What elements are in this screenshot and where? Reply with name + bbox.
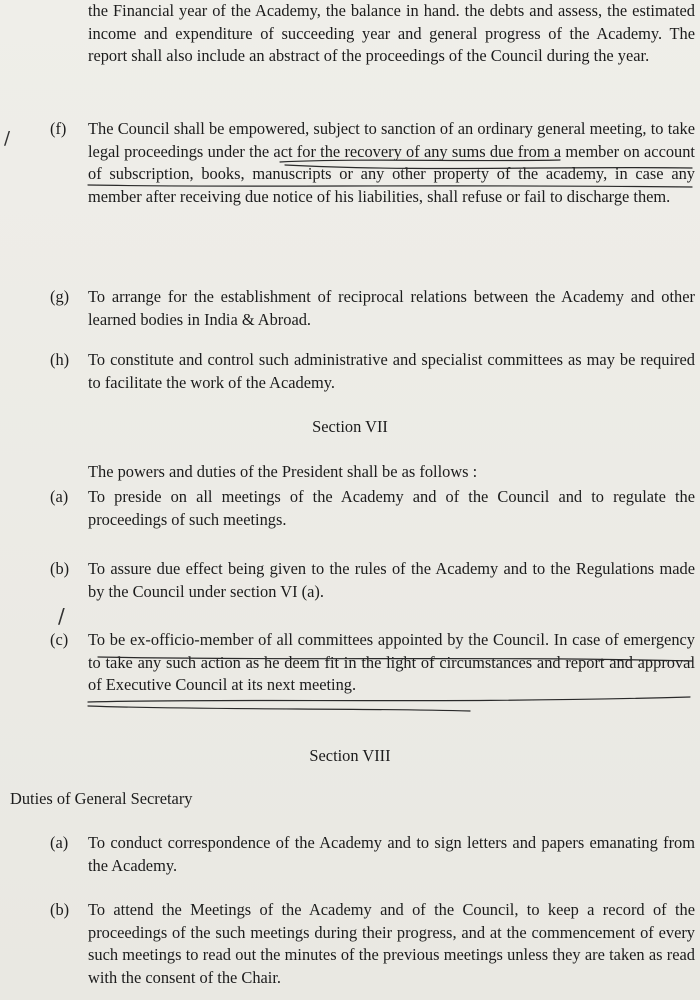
section-7-intro: The powers and duties of the President shall be as follows :	[88, 462, 478, 481]
s7-item-text-b: To assure due effect being given to the rules of the Academy and to the Regulations made by the Council under section VI (a).	[88, 559, 695, 601]
item-label-g: (g)	[50, 287, 70, 306]
s7-item-label-a: (a)	[50, 487, 69, 506]
item-label-f: (f)	[50, 119, 67, 138]
section-7-heading: Section VII	[312, 417, 388, 436]
section-8-intro: Duties of General Secretary	[10, 789, 193, 808]
s8-item-text-b: To attend the Meetings of the Academy and of the Council, to keep a record of the proceedings of the such meetings during their progress, and at the commencement of every such meetings to read out the minutes of the previous meetings unless they are taken as read with the consent of the Chair.	[88, 900, 695, 987]
section-8-heading: Section VIII	[309, 746, 391, 765]
s7-item-label-c: (c)	[50, 630, 69, 649]
underline-stroke	[88, 706, 470, 711]
s7-item-text-c: To be ex-officio-member of all committees appointed by the Council. In case of emergency to take any such action as he deem fit in the light of circumstances and report and approval of Executive Council at its next meeting.	[88, 630, 695, 695]
item-text-h: To constitute and control such administrative and specialist committees as may be required to facilitate the work of the Academy.	[88, 350, 695, 392]
margin-tick-mark-c: /	[58, 604, 65, 628]
s8-item-text-a: To conduct correspondence of the Academy and to sign letters and papers emanating from the Academy.	[88, 833, 695, 875]
s8-item-label-b: (b)	[50, 900, 70, 919]
item-text-f: The Council shall be empowered, subject to sanction of an ordinary general meeting, to take legal proceedings under the act for the recovery of any sums due from a member on account of subscription, books, manuscripts or any other property of the academy, in case any member after receiving due notice of his liabilities, shall refuse or fail to discharge them.	[88, 119, 695, 206]
item-label-h: (h)	[50, 350, 70, 369]
s8-item-label-a: (a)	[50, 833, 69, 852]
s7-item-label-b: (b)	[50, 559, 70, 578]
underline-stroke	[88, 697, 690, 702]
intro-paragraph: the Financial year of the Academy, the balance in hand. the debts and assess, the estimated income and expenditure of succeeding year and general progress of the Academy. The report shall also include an abstract of the proceedings of the Council during the year.	[88, 1, 695, 66]
item-text-g: To arrange for the establishment of reciprocal relations between the Academy and other learned bodies in India & Abroad.	[88, 287, 695, 329]
s7-item-text-a: To preside on all meetings of the Academy and of the Council and to regulate the proceedings of such meetings.	[88, 487, 695, 529]
margin-tick-mark: /	[4, 128, 11, 149]
